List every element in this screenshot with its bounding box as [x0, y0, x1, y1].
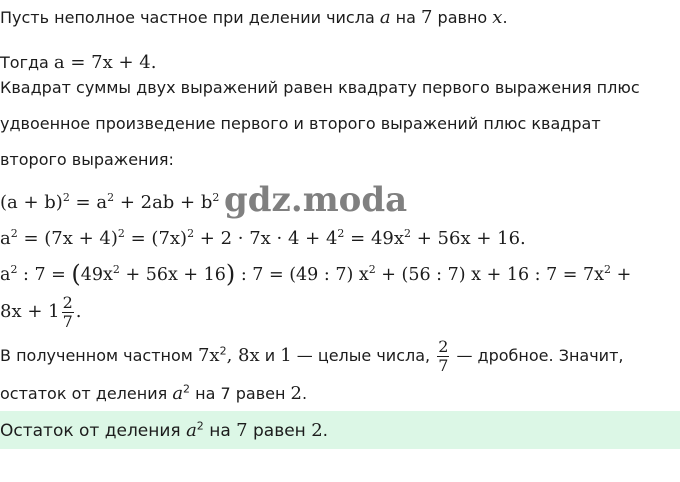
- text-line-4: [0, 114, 601, 134]
- exponent: 2: [10, 263, 18, 277]
- math: 1: [280, 345, 292, 366]
- math: a: [186, 420, 197, 441]
- text: Квадрат суммы двух выражений равен квадрату первого выражения плюс: [0, 78, 640, 97]
- exponent: 2: [368, 263, 376, 277]
- text-line-6: [0, 336, 623, 376]
- math: = (7x): [124, 228, 188, 249]
- text: равен: [247, 421, 312, 441]
- exponent: 2: [10, 227, 18, 240]
- exponent: 2: [183, 382, 191, 396]
- numerator: 2: [62, 292, 73, 312]
- math: +: [611, 265, 632, 285]
- text: на 7 равен: [190, 384, 291, 403]
- formula-2: [0, 229, 526, 249]
- exponent: 2: [219, 344, 227, 358]
- math: a: [0, 228, 11, 249]
- text: на: [390, 8, 422, 27]
- math: + (56 : 7) x + 16 : 7 = 7x: [375, 265, 605, 285]
- math: a: [0, 265, 11, 285]
- math: , 8x: [226, 345, 260, 366]
- text: второго выражения:: [0, 150, 174, 169]
- text: .: [301, 384, 308, 403]
- math: 2: [290, 383, 302, 404]
- exponent: 2: [187, 227, 195, 240]
- math-var-a: a: [379, 7, 391, 28]
- text: Тогда: [0, 53, 54, 72]
- text-line-7: [0, 384, 307, 404]
- text: Остаток от деления: [0, 421, 187, 441]
- text-line-1: [0, 8, 508, 28]
- math: 2: [311, 420, 323, 441]
- exponent: 2: [112, 263, 120, 277]
- text: и: [259, 346, 281, 365]
- math: + 2 · 7x · 4 + 4: [194, 228, 338, 249]
- math: + 56x + 16: [119, 265, 226, 285]
- text: остаток от деления: [0, 384, 173, 403]
- math: 49x: [80, 265, 113, 285]
- exponent: 2: [337, 227, 345, 240]
- math: 8x + 1: [0, 301, 60, 322]
- math: = 49x: [344, 228, 405, 249]
- exponent: 2: [62, 191, 70, 204]
- exponent: 2: [107, 191, 115, 204]
- math-expression: a = 7x + 4.: [53, 52, 157, 73]
- exponent: 2: [604, 263, 612, 277]
- denominator: 7: [438, 356, 449, 375]
- text-line-2: [0, 53, 156, 73]
- math: (a + b): [0, 192, 63, 213]
- text: равно: [432, 8, 493, 27]
- math: : 7 =: [17, 265, 72, 285]
- math-var-x: x: [492, 7, 503, 28]
- text: удвоенное произведение первого и второго выражений плюс квадрат: [0, 114, 601, 133]
- math: + 56x + 16.: [411, 228, 526, 249]
- text: — целые числа,: [291, 346, 436, 365]
- math: 7x: [197, 345, 220, 366]
- denominator: 7: [62, 311, 73, 331]
- math-num: 7: [421, 7, 433, 28]
- answer-text: [0, 420, 328, 441]
- paren: (: [71, 260, 81, 288]
- math: .: [75, 301, 82, 322]
- formula-1: [0, 193, 219, 213]
- fraction: [437, 338, 449, 375]
- fraction: [62, 294, 74, 331]
- text: .: [502, 8, 508, 27]
- formula-4: [0, 292, 82, 332]
- watermark: gdz.moda: [224, 180, 408, 220]
- text: Пусть неполное частное при делении числа: [0, 8, 380, 27]
- formula-3: [0, 260, 632, 288]
- exponent: 2: [117, 227, 125, 240]
- exponent: 2: [404, 227, 412, 240]
- math: = (7x + 4): [17, 228, 118, 249]
- text: на: [203, 421, 237, 441]
- numerator: 2: [438, 337, 449, 356]
- math: : 7 = (49 : 7) x: [235, 265, 369, 285]
- text: — дробное. Значит,: [451, 346, 624, 365]
- text-line-5: [0, 150, 174, 170]
- text: .: [322, 421, 329, 441]
- exponent: 2: [212, 191, 220, 204]
- math: = a: [69, 192, 108, 213]
- answer-box: [0, 411, 680, 449]
- paren: ): [225, 260, 236, 288]
- math: + 2ab + b: [114, 192, 213, 213]
- math: 7: [236, 420, 248, 441]
- text: В полученном частном: [0, 346, 198, 365]
- math: a: [172, 383, 184, 404]
- text-line-3: [0, 78, 640, 98]
- exponent: 2: [196, 419, 204, 433]
